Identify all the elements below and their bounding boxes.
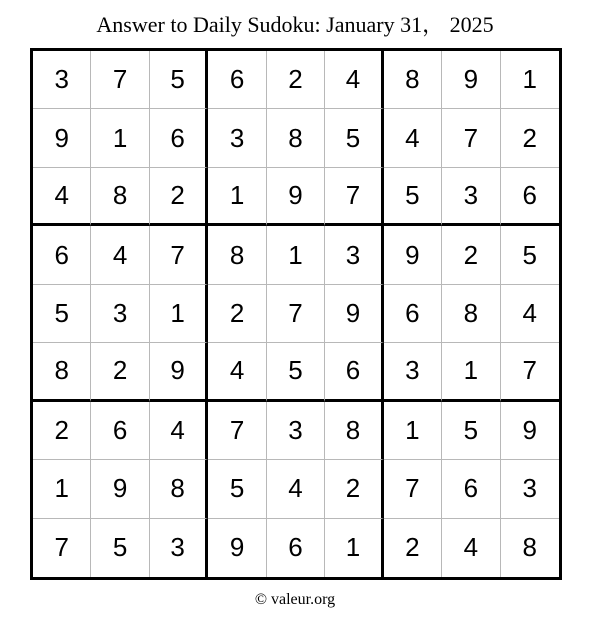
sudoku-cell: 4 <box>91 226 149 284</box>
sudoku-cell: 6 <box>208 51 266 109</box>
sudoku-cell: 2 <box>208 285 266 343</box>
sudoku-cell: 4 <box>267 460 325 518</box>
sudoku-cell: 6 <box>325 343 383 401</box>
sudoku-cell: 8 <box>384 51 442 109</box>
sudoku-cell: 8 <box>91 168 149 226</box>
sudoku-cell: 4 <box>208 343 266 401</box>
sudoku-cell: 6 <box>150 109 208 167</box>
sudoku-cell: 9 <box>33 109 91 167</box>
sudoku-cell: 3 <box>91 285 149 343</box>
sudoku-cell: 2 <box>325 460 383 518</box>
sudoku-cell: 3 <box>384 343 442 401</box>
sudoku-cell: 7 <box>267 285 325 343</box>
sudoku-cell: 9 <box>325 285 383 343</box>
sudoku-cell: 5 <box>91 519 149 577</box>
sudoku-cell: 4 <box>501 285 559 343</box>
sudoku-cell: 6 <box>33 226 91 284</box>
sudoku-cell: 6 <box>91 402 149 460</box>
sudoku-cell: 3 <box>442 168 500 226</box>
sudoku-cell: 5 <box>442 402 500 460</box>
sudoku-cell: 7 <box>501 343 559 401</box>
sudoku-cell: 4 <box>325 51 383 109</box>
sudoku-cell: 5 <box>384 168 442 226</box>
sudoku-cell: 6 <box>384 285 442 343</box>
sudoku-cell: 8 <box>267 109 325 167</box>
sudoku-cell: 3 <box>150 519 208 577</box>
sudoku-cell: 7 <box>442 109 500 167</box>
sudoku-cell: 2 <box>33 402 91 460</box>
sudoku-cell: 3 <box>33 51 91 109</box>
sudoku-cell: 2 <box>442 226 500 284</box>
sudoku-cell: 4 <box>150 402 208 460</box>
sudoku-cell: 1 <box>325 519 383 577</box>
sudoku-cell: 8 <box>442 285 500 343</box>
sudoku-cell: 4 <box>384 109 442 167</box>
sudoku-cell: 9 <box>384 226 442 284</box>
sudoku-cell: 8 <box>150 460 208 518</box>
sudoku-cell: 7 <box>91 51 149 109</box>
copyright-footer: © valeur.org <box>254 591 336 608</box>
sudoku-cell: 1 <box>267 226 325 284</box>
sudoku-cell: 9 <box>501 402 559 460</box>
sudoku-cell: 5 <box>150 51 208 109</box>
sudoku-cell: 9 <box>150 343 208 401</box>
sudoku-cell: 3 <box>325 226 383 284</box>
sudoku-cell: 9 <box>91 460 149 518</box>
sudoku-cell: 1 <box>150 285 208 343</box>
sudoku-cell: 8 <box>522 532 537 563</box>
sudoku-cell: 1 <box>91 109 149 167</box>
page-title: Answer to Daily Sudoku: January 31， 2025 <box>96 12 494 37</box>
sudoku-cell: 4 <box>442 519 500 577</box>
sudoku-cell: 9 <box>208 519 266 577</box>
sudoku-cell: 6 <box>267 519 325 577</box>
sudoku-cell: 5 <box>208 460 266 518</box>
sudoku-cell: 1 <box>442 343 500 401</box>
sudoku-cell: 1 <box>384 402 442 460</box>
sudoku-cell: 4 <box>33 168 91 226</box>
sudoku-cell: 2 <box>91 343 149 401</box>
sudoku-cell: 1 <box>33 460 91 518</box>
sudoku-cell: 5 <box>267 343 325 401</box>
sudoku-cell: 5 <box>501 226 559 284</box>
sudoku-cell: 6 <box>442 460 500 518</box>
sudoku-cell: 8 <box>33 343 91 401</box>
sudoku-cell: 7 <box>33 519 91 577</box>
sudoku-cell: 9 <box>267 168 325 226</box>
sudoku-cell: 9 <box>442 51 500 109</box>
sudoku-cell: 7 <box>208 402 266 460</box>
sudoku-cell: 7 <box>384 460 442 518</box>
sudoku-cell: 3 <box>208 109 266 167</box>
sudoku-cell: 7 <box>150 226 208 284</box>
sudoku-cell: 1 <box>501 51 559 109</box>
sudoku-cell: 6 <box>501 168 559 226</box>
sudoku-cell: 2 <box>267 51 325 109</box>
sudoku-cell: 3 <box>501 460 559 518</box>
sudoku-cell: 7 <box>325 168 383 226</box>
sudoku-cell: 2 <box>150 168 208 226</box>
sudoku-cell: 3 <box>267 402 325 460</box>
sudoku-cell: 1 <box>208 168 266 226</box>
sudoku-cell: 2 <box>384 519 442 577</box>
sudoku-cell: 5 <box>33 285 91 343</box>
sudoku-board <box>30 48 562 580</box>
sudoku-cell: 8 <box>325 402 383 460</box>
sudoku-cell: 2 <box>501 109 559 167</box>
sudoku-cell: 5 <box>325 109 383 167</box>
sudoku-cell: 8 <box>208 226 266 284</box>
